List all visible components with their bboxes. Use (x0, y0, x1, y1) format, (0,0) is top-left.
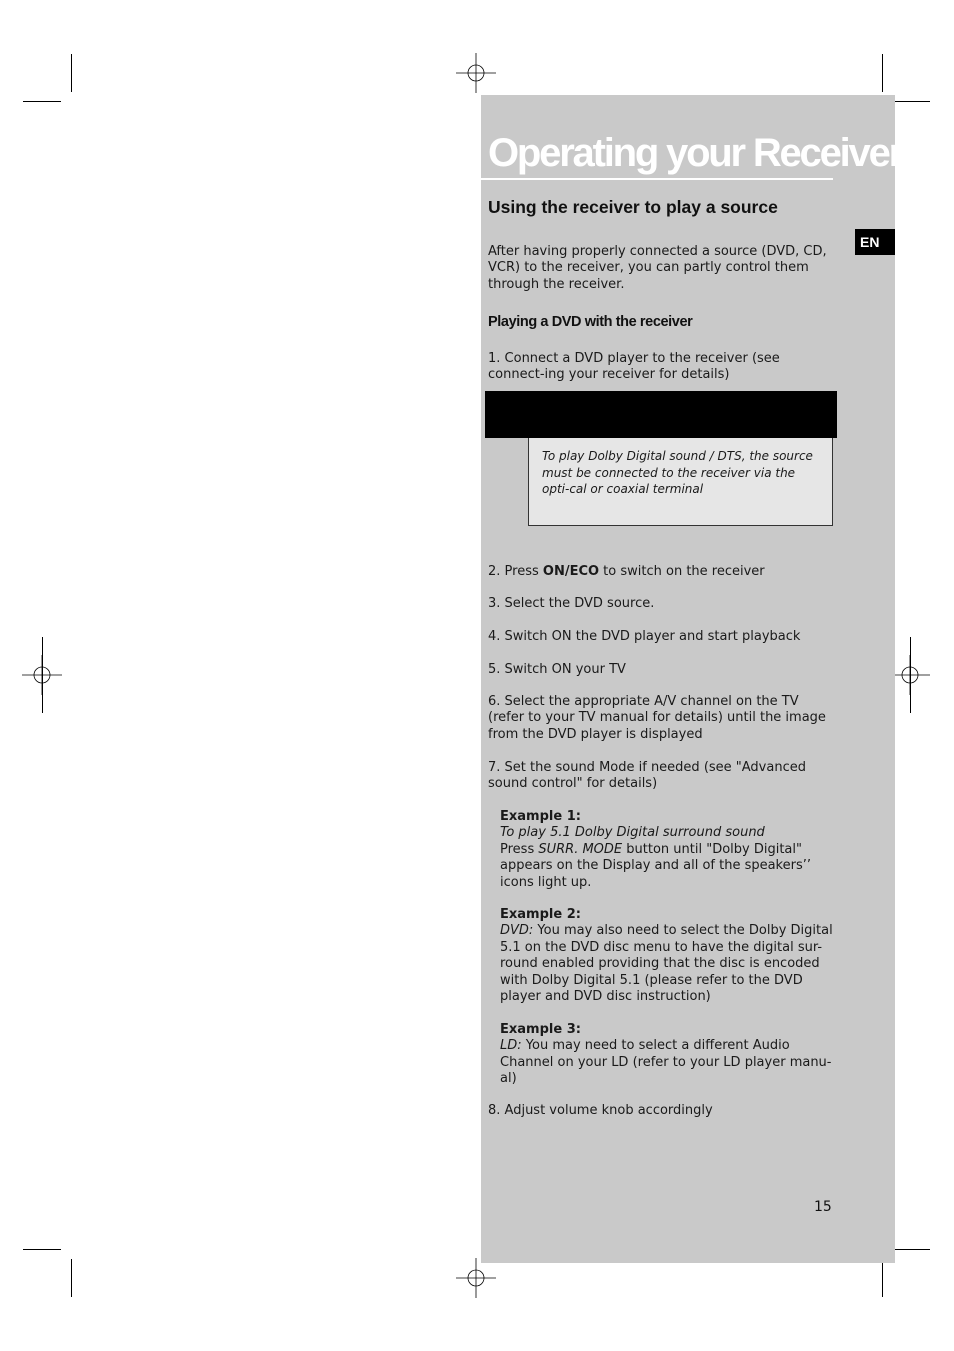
note-header-bar (485, 391, 837, 438)
step-2-prefix: 2. Press (488, 564, 543, 579)
example-1 (500, 809, 835, 891)
step-2 (488, 564, 838, 580)
example-2 (500, 907, 835, 1005)
crop-mark (23, 101, 61, 102)
registration-mark-icon (456, 53, 496, 93)
language-tab: EN (855, 229, 895, 255)
on-eco-key: ON/ECO (542, 564, 600, 579)
registration-mark-icon (456, 1258, 496, 1298)
example-1-prefix: Press (500, 841, 539, 857)
step-4: 4. Switch ON the DVD player and start playback (488, 629, 801, 644)
subheading: Playing a DVD with the receiver (488, 314, 693, 330)
crop-mark (71, 54, 72, 92)
example-1-subtitle: To play 5.1 Dolby Digital surround sound (500, 825, 765, 841)
crop-mark (23, 1249, 61, 1250)
crop-mark (42, 637, 43, 713)
crop-mark (882, 1259, 883, 1297)
intro-paragraph: After having properly connected a source (DVD, CD, VCR) to the receiver, you can partly control them through the receiver. (488, 244, 827, 292)
crop-mark (882, 54, 883, 92)
example-3-prefix: LD: (500, 1038, 522, 1054)
example-2-label: Example 2: (500, 907, 581, 922)
example-3-body: You may need to select a different Audio Channel on your LD (refer to your LD player manu-al) (500, 1038, 832, 1087)
step-5: 5. Switch ON your TV (488, 662, 626, 677)
crop-mark (892, 1249, 930, 1250)
note-text: To play Dolby Digital sound / DTS, the source must be connected to the receiver via the opti-cal or coaxial terminal (542, 449, 813, 497)
example-2-body: You may also need to select the Dolby Digital 5.1 on the DVD disc menu to have the digital sur-round enabled providing that the disc is encoded with Dolby Digital 5.1 (please refer to the DVD player and DVD disc instruction) (500, 923, 833, 1005)
example-1-label: Example 1: (500, 809, 581, 824)
page-title: Operating your Receiver (488, 131, 903, 175)
surr-mode-key: SURR. MODE (538, 841, 623, 857)
step-8: 8. Adjust volume knob accordingly (488, 1103, 713, 1118)
example-1-body: button until "Dolby Digital" appears on the Display and all of the speakers’’ icons light up. (500, 841, 812, 890)
crop-mark (910, 637, 911, 713)
step-7: 7. Set the sound Mode if needed (see "Advanced sound control" for details) (488, 760, 806, 792)
step-3: 3. Select the DVD source. (488, 596, 655, 611)
step-6: 6. Select the appropriate A/V channel on the TV (refer to your TV manual for details) until the image from the DVD player is displayed (488, 694, 826, 742)
example-3-label: Example 3: (500, 1022, 581, 1037)
page-number: 15 (814, 1199, 832, 1215)
step-1: 1. Connect a DVD player to the receiver (see connect-ing your receiver for details) (488, 351, 780, 383)
example-2-prefix: DVD: (500, 923, 534, 939)
section-heading: Using the receiver to play a source (488, 197, 778, 217)
crop-mark (71, 1259, 72, 1297)
crop-mark (892, 101, 930, 102)
example-3 (500, 1022, 835, 1088)
step-2-suffix: to switch on the receiver (599, 564, 765, 579)
title-underline (481, 178, 833, 180)
